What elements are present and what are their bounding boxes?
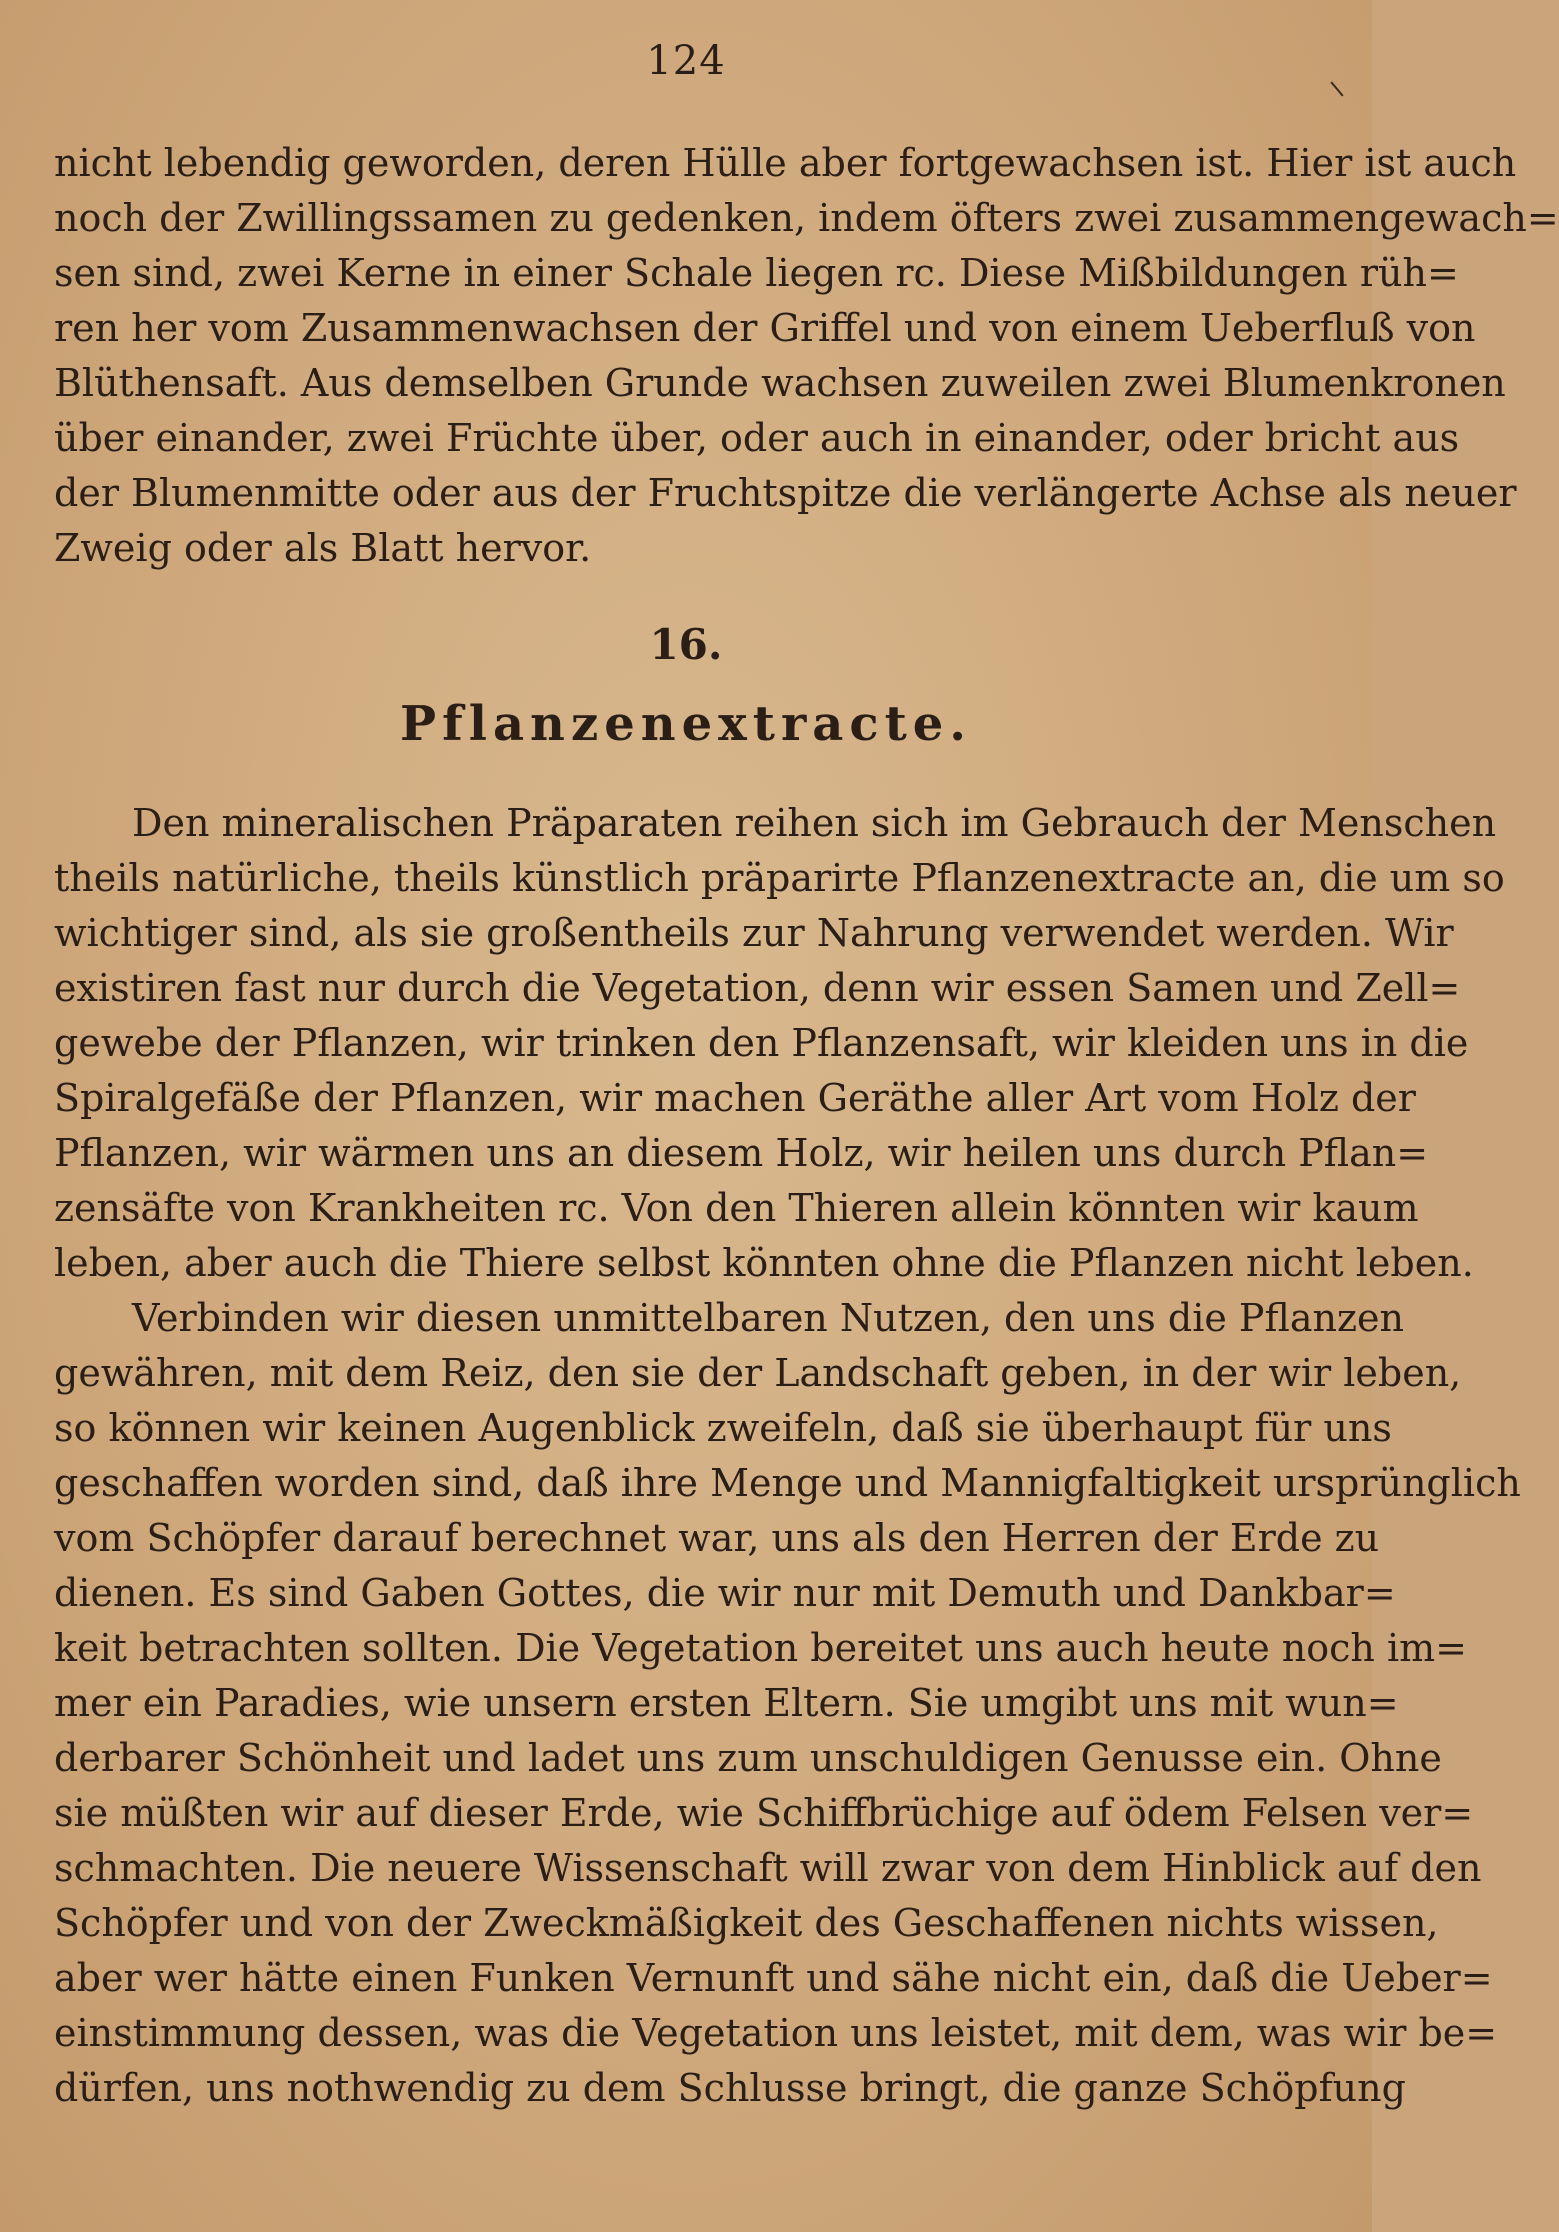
section-title: Pflanzenextracte. [399,696,973,752]
text-line: dienen. Es sind Gaben Gottes, die wir nur mit Demuth und Dankbar= [54,1571,1396,1615]
text-line: gewebe der Pflanzen, wir trinken den Pflanzensaft, wir kleiden uns in die [54,1021,1469,1065]
text-line: schmachten. Die neuere Wissenschaft will zwar von dem Hinblick auf den [54,1846,1482,1890]
text-line: Spiralgefäße der Pflanzen, wir machen Geräthe aller Art vom Holz der [54,1076,1416,1120]
text-line: Den mineralischen Präparaten reihen sich im Gebrauch der Menschen [132,801,1497,845]
text-line: Verbinden wir diesen unmittelbaren Nutzen, den uns die Pflanzen [132,1296,1404,1340]
section-number: 16. [649,620,723,669]
text-line: nicht lebendig geworden, deren Hülle aber fortgewachsen ist. Hier ist auch [54,141,1517,185]
text-line: dürfen, uns nothwendig zu dem Schlusse bringt, die ganze Schöpfung [54,2066,1406,2110]
text-line: Blüthensaft. Aus demselben Grunde wachsen zuweilen zwei Blumenkronen [54,361,1506,405]
paragraph-continuation [54,136,1559,576]
page-number: 124 [646,38,726,84]
text-line: sie müßten wir auf dieser Erde, wie Schiffbrüchige auf ödem Felsen ver= [54,1791,1474,1835]
text-line: Zweig oder als Blatt hervor. [54,526,592,570]
paragraph [54,1291,1521,2116]
text-line: theils natürliche, theils künstlich präparirte Pflanzenextracte an, die um so [54,856,1505,900]
text-line: ren her vom Zusammenwachsen der Griffel und von einem Ueberfluß von [54,306,1476,350]
text-line: Pflanzen, wir wärmen uns an diesem Holz, wir heilen uns durch Pflan= [54,1131,1429,1175]
text-line: derbarer Schönheit und ladet uns zum unschuldigen Genusse ein. Ohne [54,1736,1442,1780]
text-line: noch der Zwillingssamen zu gedenken, indem öfters zwei zusammengewach= [54,196,1559,240]
text-line: gewähren, mit dem Reiz, den sie der Landschaft geben, in der wir leben, [54,1351,1462,1395]
text-line: über einander, zwei Früchte über, oder auch in einander, oder bricht aus [54,416,1460,460]
text-line: geschaffen worden sind, daß ihre Menge und Mannigfaltigkeit ursprünglich [54,1461,1521,1505]
text-line: zensäfte von Krankheiten rc. Von den Thieren allein könnten wir kaum [54,1186,1419,1230]
text-line: existiren fast nur durch die Vegetation, denn wir essen Samen und Zell= [54,966,1461,1010]
text-line: mer ein Paradies, wie unsern ersten Eltern. Sie umgibt uns mit wun= [54,1681,1399,1725]
text-line: so können wir keinen Augenblick zweifeln, daß sie überhaupt für uns [54,1406,1392,1450]
text-line: der Blumenmitte oder aus der Fruchtspitze die verlängerte Achse als neuer [54,471,1517,515]
text-line: leben, aber auch die Thiere selbst könnten ohne die Pflanzen nicht leben. [54,1241,1474,1285]
text-line: wichtiger sind, als sie großentheils zur Nahrung verwendet werden. Wir [54,911,1454,955]
text-line: einstimmung dessen, was die Vegetation uns leistet, mit dem, was wir be= [54,2011,1498,2055]
paragraph [54,796,1505,1291]
text-line: Schöpfer und von der Zweckmäßigkeit des Geschaffenen nichts wissen, [54,1901,1439,1945]
section-body [54,796,1521,2116]
text-line: sen sind, zwei Kerne in einer Schale liegen rc. Diese Mißbildungen rüh= [54,251,1459,295]
text-line: aber wer hätte einen Funken Vernunft und sähe nicht ein, daß die Ueber= [54,1956,1493,2000]
text-line: vom Schöpfer darauf berechnet war, uns als den Herren der Erde zu [54,1516,1380,1560]
text-line: keit betrachten sollten. Die Vegetation bereitet uns auch heute noch im= [54,1626,1467,1670]
